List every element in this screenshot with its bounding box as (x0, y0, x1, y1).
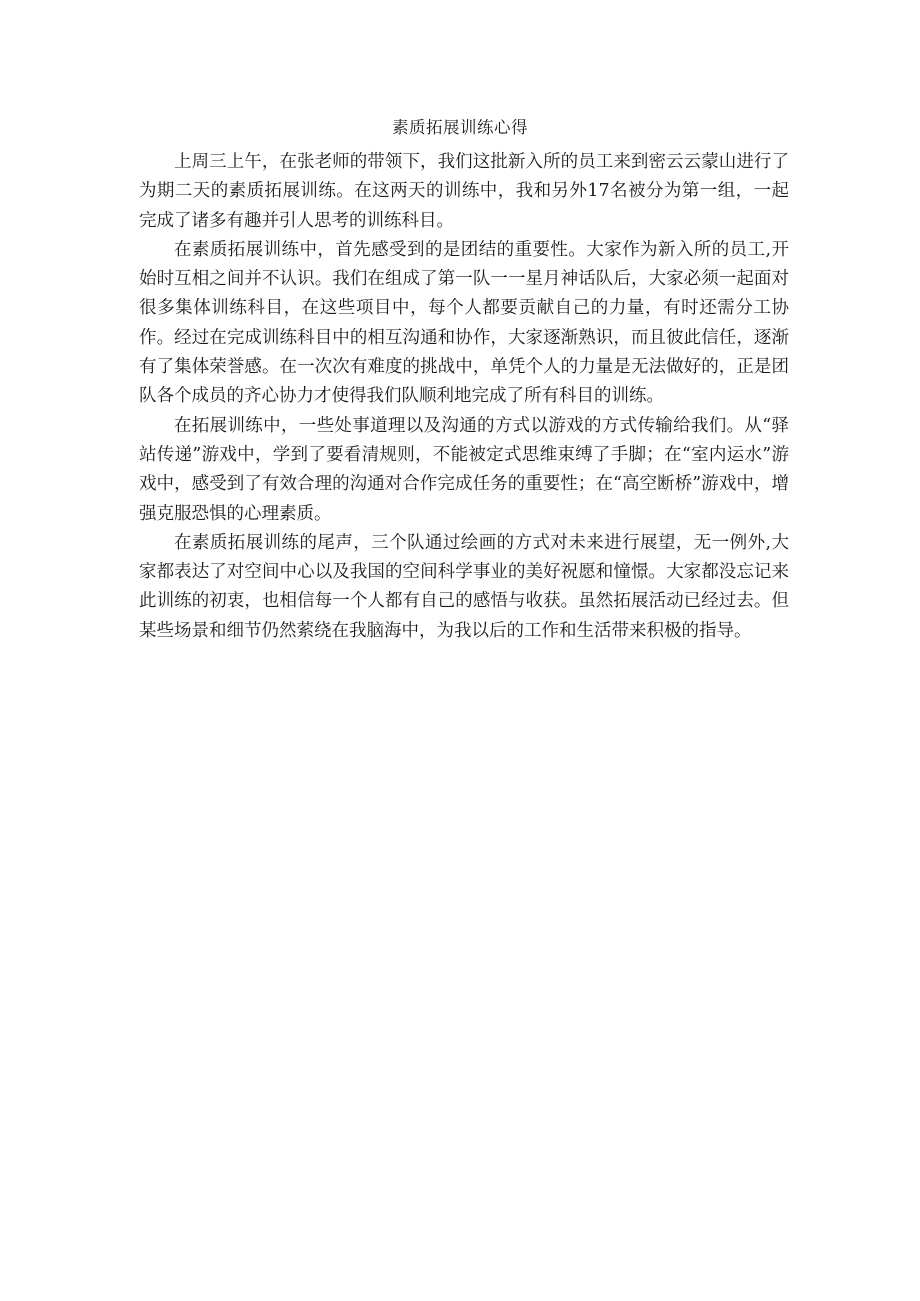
paragraph-4: 在素质拓展训练的尾声，三个队通过绘画的方式对未来进行展望，无一例外,大家都表达了对空间中心以及我国的空间科学事业的美好祝愿和憧憬。大家都没忘记来此训练的初衷，也相信每一个人都有自己的感悟与收获。虽然拓展活动已经过去。但某些场景和细节仍然萦绕在我脑海中，为我以后的工作和生活带来积极的指导。 (139, 532, 789, 641)
document-body (139, 148, 789, 646)
document-title: 素质拓展训练心得 (392, 118, 528, 137)
paragraph-1: 上周三上午，在张老师的带领下，我们这批新入所的员工来到密云云蒙山进行了为期二天的素质拓展训练。在这两天的训练中，我和另外17名被分为第一组，一起完成了诸多有趣并引人思考的训练科目。 (139, 152, 789, 231)
paragraph-2: 在素质拓展训练中，首先感受到的是团结的重要性。大家作为新入所的员工,开始时互相之间并不认识。我们在组成了第一队一一星月神话队后，大家必须一起面对很多集体训练科目，在这些项目中，每个人都要贡献自己的力量，有时还需分工协作。经过在完成训练科目中的相互沟通和协作，大家逐渐熟识，而且彼此信任，逐渐有了集体荣誉感。在一次次有难度的挑战中，单凭个人的力量是无法做好的，正是团队各个成员的齐心协力才使得我们队顺利地完成了所有科目的训练。 (139, 239, 789, 407)
paragraph-3: 在拓展训练中，一些处事道理以及沟通的方式以游戏的方式传输给我们。从“驿站传递”游戏中，学到了要看清规则，不能被定式思维束缚了手脚；在“室内运水”游戏中，感受到了有效合理的沟通对合作完成任务的重要性；在“高空断桥”游戏中，增强克服恐惧的心理素质。 (139, 415, 789, 524)
